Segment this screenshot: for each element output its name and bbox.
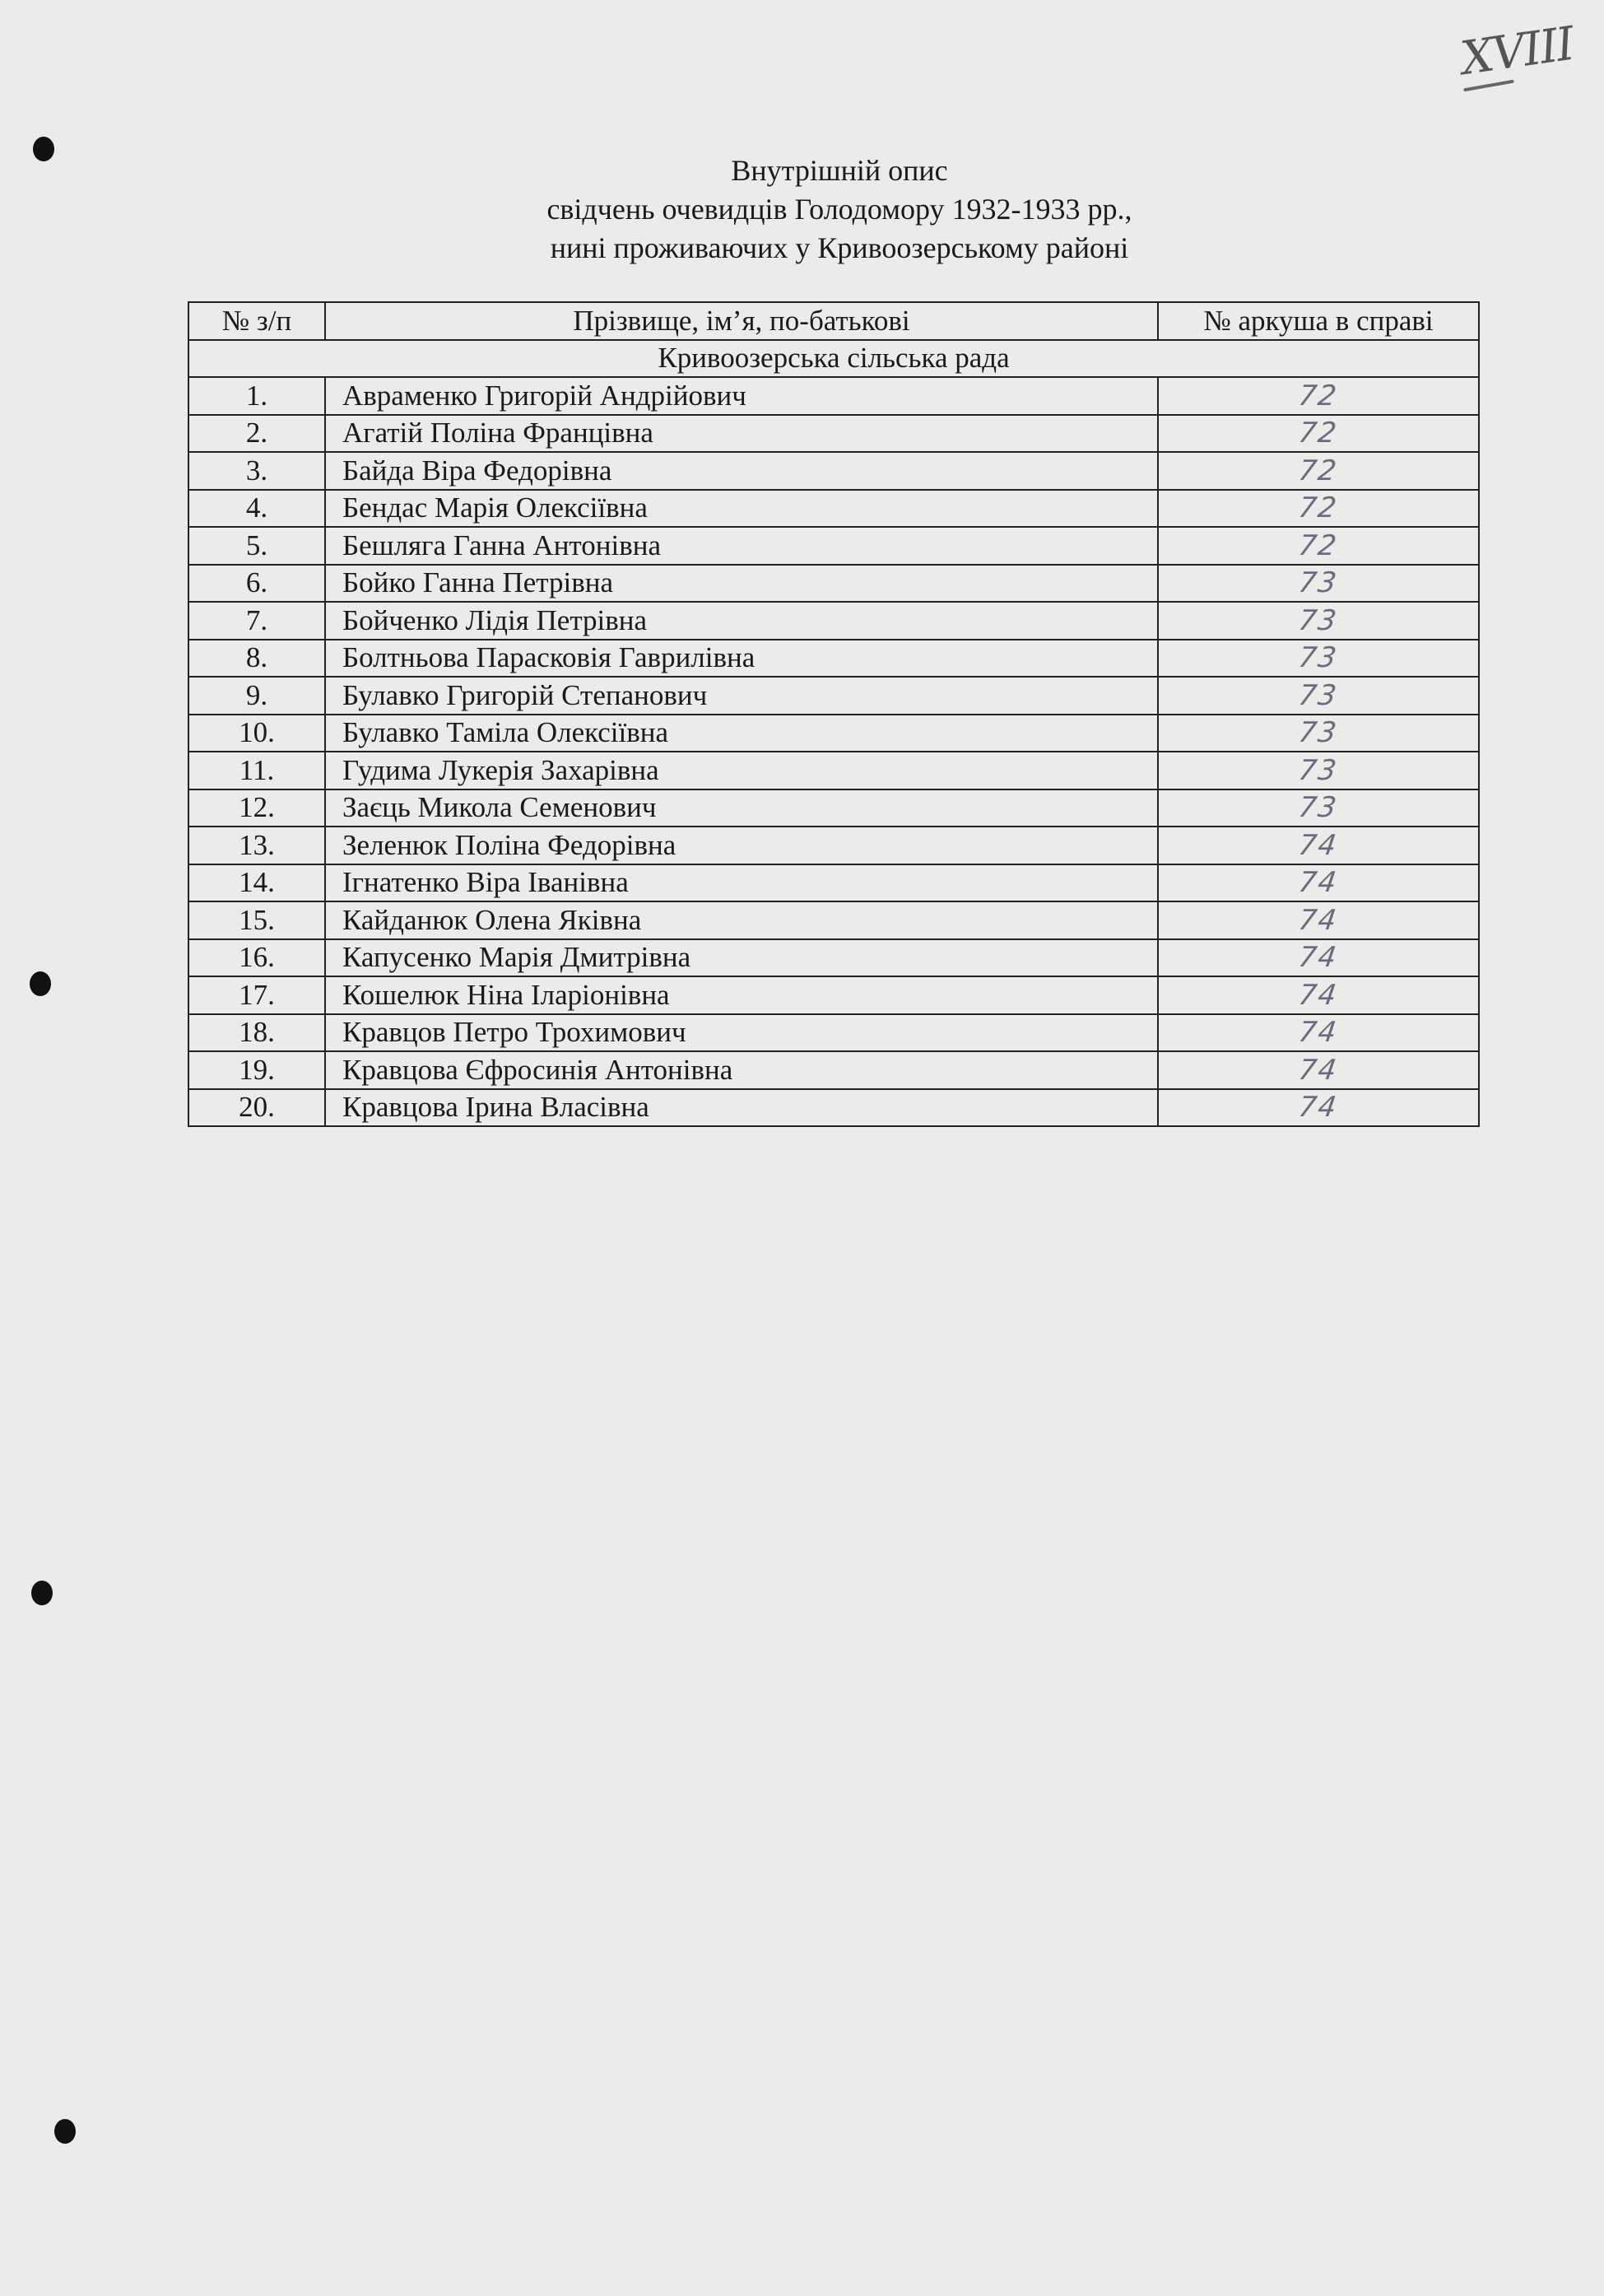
handwritten-sheet-number: 72 [1296, 417, 1341, 450]
row-sheet-cell [1158, 789, 1479, 827]
row-number: 7. [188, 602, 325, 640]
row-full-name: Бешляга Ганна Антонівна [325, 527, 1158, 565]
row-number: 15. [188, 901, 325, 939]
table-row [188, 1051, 1479, 1089]
handwritten-sheet-number: 73 [1296, 641, 1341, 675]
row-number: 12. [188, 789, 325, 827]
row-full-name: Кошелюк Ніна Іларіонівна [325, 976, 1158, 1014]
row-full-name: Кравцова Єфросинія Антонівна [325, 1051, 1158, 1089]
table-row [188, 827, 1479, 864]
handwritten-sheet-number: 74 [1296, 903, 1341, 937]
row-sheet-cell [1158, 939, 1479, 977]
title-line-2: свідчень очевидців Голодомору 1932-1933 рр., [546, 193, 1132, 226]
handwritten-sheet-number: 73 [1296, 603, 1341, 637]
row-full-name: Агатій Поліна Францівна [325, 415, 1158, 453]
row-number: 13. [188, 827, 325, 864]
row-sheet-cell [1158, 976, 1479, 1014]
punch-hole [30, 971, 51, 996]
row-number: 9. [188, 677, 325, 715]
row-number: 11. [188, 752, 325, 789]
row-number: 5. [188, 527, 325, 565]
row-full-name: Булавко Григорій Степанович [325, 677, 1158, 715]
row-number: 3. [188, 452, 325, 490]
row-sheet-cell [1158, 677, 1479, 715]
section-row [188, 340, 1479, 378]
row-full-name: Кравцов Петро Трохимович [325, 1014, 1158, 1052]
table-row [188, 377, 1479, 415]
handwritten-sheet-number: 74 [1296, 978, 1341, 1012]
row-number: 14. [188, 864, 325, 902]
table-row [188, 452, 1479, 490]
table-row [188, 752, 1479, 789]
handwritten-sheet-number: 73 [1296, 716, 1341, 750]
row-full-name: Бойченко Лідія Петрівна [325, 602, 1158, 640]
row-full-name: Заєць Микола Семенович [325, 789, 1158, 827]
row-sheet-cell [1158, 527, 1479, 565]
row-sheet-cell [1158, 452, 1479, 490]
punch-hole [54, 2119, 76, 2144]
handwritten-sheet-number: 73 [1296, 566, 1341, 600]
table-row [188, 789, 1479, 827]
row-number: 20. [188, 1089, 325, 1127]
document-title [0, 151, 1604, 268]
table-row [188, 939, 1479, 977]
handwritten-sheet-number: 72 [1296, 491, 1341, 525]
row-number: 1. [188, 377, 325, 415]
table-row [188, 490, 1479, 528]
row-sheet-cell [1158, 715, 1479, 752]
handwritten-sheet-number: 73 [1296, 791, 1341, 825]
handwritten-sheet-number: 74 [1296, 1091, 1341, 1125]
handwritten-sheet-number: 74 [1296, 828, 1341, 862]
table-row [188, 976, 1479, 1014]
table-row [188, 677, 1479, 715]
row-full-name: Зеленюк Поліна Федорівна [325, 827, 1158, 864]
row-sheet-cell [1158, 1051, 1479, 1089]
handwritten-sheet-number: 73 [1296, 753, 1341, 787]
row-number: 4. [188, 490, 325, 528]
table-row [188, 415, 1479, 453]
handwritten-sheet-number: 72 [1296, 379, 1341, 412]
row-sheet-cell [1158, 752, 1479, 789]
row-sheet-cell [1158, 901, 1479, 939]
table-header-row [188, 302, 1479, 340]
table-row [188, 715, 1479, 752]
row-number: 19. [188, 1051, 325, 1089]
row-sheet-cell [1158, 565, 1479, 603]
section-title: Кривоозерська сільська рада [188, 340, 1479, 378]
table-row [188, 565, 1479, 603]
row-full-name: Кравцова Ірина Власівна [325, 1089, 1158, 1127]
header-number: № з/п [188, 302, 325, 340]
row-sheet-cell [1158, 1014, 1479, 1052]
row-number: 8. [188, 640, 325, 678]
row-number: 2. [188, 415, 325, 453]
table-row [188, 527, 1479, 565]
row-sheet-cell [1158, 827, 1479, 864]
title-line-3: нині проживаючих у Кривоозерському районі [550, 231, 1129, 264]
punch-hole [31, 1581, 53, 1605]
header-name: Прізвище, ім’я, по-батькові [325, 302, 1158, 340]
row-number: 17. [188, 976, 325, 1014]
row-full-name: Капусенко Марія Дмитрівна [325, 939, 1158, 977]
row-number: 16. [188, 939, 325, 977]
row-sheet-cell [1158, 640, 1479, 678]
row-full-name: Авраменко Григорій Андрійович [325, 377, 1158, 415]
handwritten-sheet-number: 72 [1296, 529, 1341, 562]
row-sheet-cell [1158, 864, 1479, 902]
row-full-name: Булавко Таміла Олексіївна [325, 715, 1158, 752]
handwritten-sheet-number: 73 [1296, 678, 1341, 712]
row-full-name: Болтньова Парасковія Гаврилівна [325, 640, 1158, 678]
table-row [188, 864, 1479, 902]
witness-register-table [188, 301, 1480, 1127]
handwritten-sheet-number: 74 [1296, 1016, 1341, 1050]
handwritten-sheet-number: 74 [1296, 866, 1341, 900]
table-row [188, 901, 1479, 939]
row-full-name: Байда Віра Федорівна [325, 452, 1158, 490]
handwritten-sheet-number: 74 [1296, 941, 1341, 975]
table-row [188, 1089, 1479, 1127]
row-number: 10. [188, 715, 325, 752]
handwritten-sheet-number: 74 [1296, 1053, 1341, 1087]
row-sheet-cell [1158, 1089, 1479, 1127]
row-sheet-cell [1158, 602, 1479, 640]
handwritten-page-mark: XVIII [1458, 16, 1577, 86]
row-full-name: Гудима Лукерія Захарівна [325, 752, 1158, 789]
table-row [188, 602, 1479, 640]
row-full-name: Бендас Марія Олексіївна [325, 490, 1158, 528]
title-line-1: Внутрішній опис [731, 154, 948, 187]
row-number: 18. [188, 1014, 325, 1052]
row-full-name: Бойко Ганна Петрівна [325, 565, 1158, 603]
header-sheet: № аркуша в справі [1158, 302, 1479, 340]
row-full-name: Кайданюк Олена Яківна [325, 901, 1158, 939]
row-full-name: Ігнатенко Віра Іванівна [325, 864, 1158, 902]
handwritten-sheet-number: 72 [1296, 454, 1341, 487]
row-sheet-cell [1158, 415, 1479, 453]
row-sheet-cell [1158, 490, 1479, 528]
row-number: 6. [188, 565, 325, 603]
row-sheet-cell [1158, 377, 1479, 415]
table-row [188, 1014, 1479, 1052]
table-row [188, 640, 1479, 678]
